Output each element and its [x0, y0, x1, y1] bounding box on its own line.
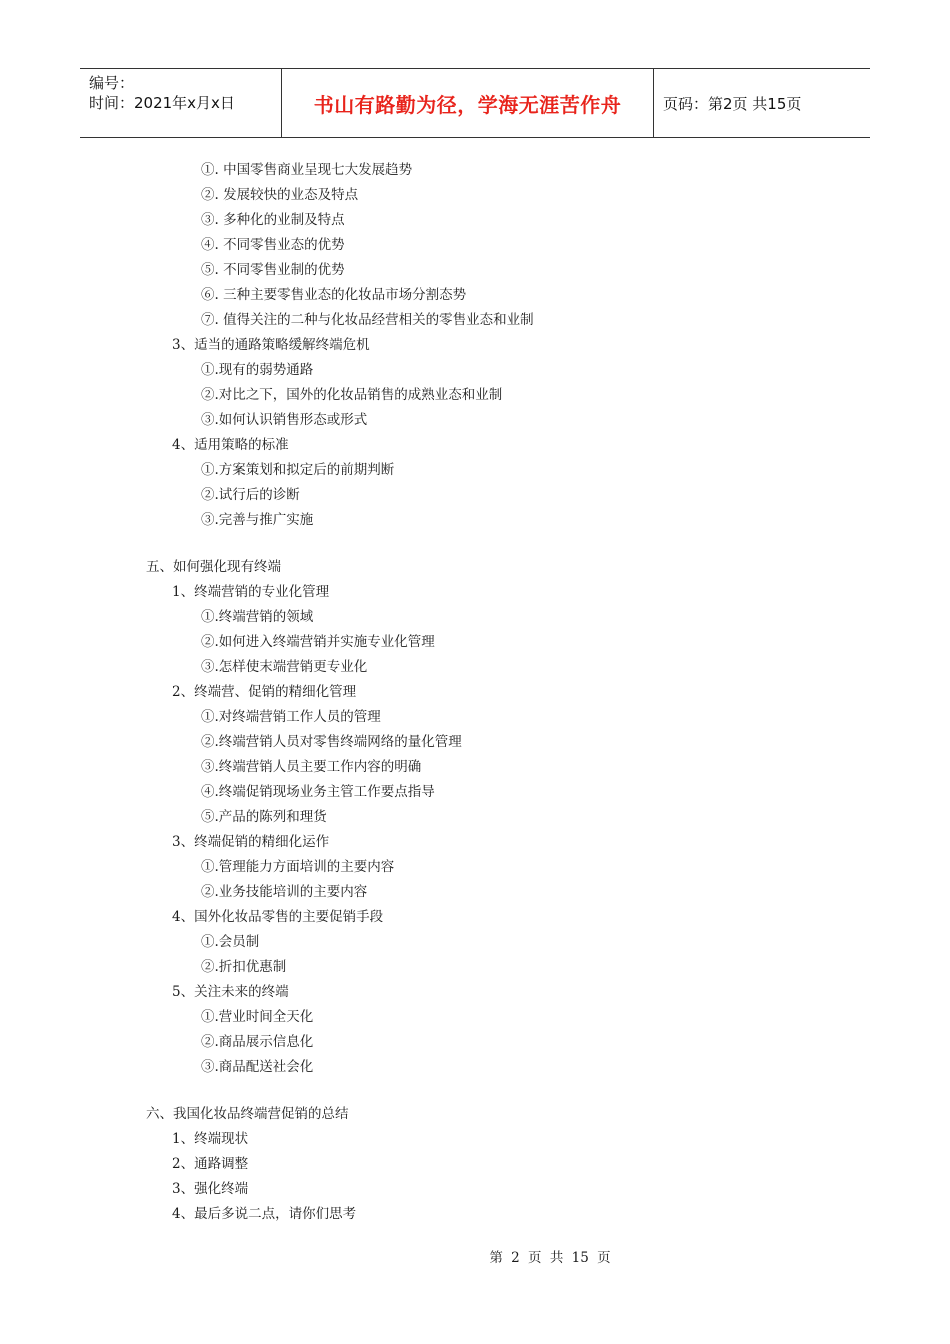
outline-point-item: ②.对比之下，国外的化妆品销售的成熟业态和业制 — [201, 387, 503, 403]
outline-section-heading: 六、我国化妆品终端营促销的总结 — [146, 1106, 349, 1122]
outline-point-item: ③.商品配送社会化 — [201, 1059, 314, 1075]
outline-point-item: ⑤.产品的陈列和理货 — [201, 809, 327, 825]
outline-point-item: ①.营业时间全天化 — [201, 1009, 314, 1025]
outline-point-item: ②.试行后的诊断 — [201, 487, 300, 503]
header-motto: 书山有路勤为径，学海无涯苦作舟 — [313, 92, 622, 117]
outline-list — [0, 158, 950, 1227]
outline-subsection-item: 3、终端促销的精细化运作 — [172, 834, 330, 850]
footer-page-number: 第 2 页 共 15 页 — [489, 1250, 611, 1266]
outline-point-item: ①. 中国零售商业呈现七大发展趋势 — [201, 162, 413, 178]
page-header — [80, 68, 870, 138]
outline-point-item: ①.管理能力方面培训的主要内容 — [201, 859, 395, 875]
outline-point-item: ②.折扣优惠制 — [201, 959, 287, 975]
outline-point-item: ①.会员制 — [201, 934, 260, 950]
outline-subsection-item: 2、终端营、促销的精细化管理 — [172, 684, 357, 700]
outline-point-item: ①.方案策划和拟定后的前期判断 — [201, 462, 395, 478]
section-gap — [0, 1080, 950, 1102]
outline-point-item: ②.如何进入终端营销并实施专业化管理 — [201, 634, 435, 650]
outline-point-item: ⑤. 不同零售业制的优势 — [201, 262, 345, 278]
outline-point-item: ①.现有的弱势通路 — [201, 362, 314, 378]
header-motto-cell — [282, 69, 654, 137]
outline-point-item: ②.终端营销人员对零售终端网络的量化管理 — [201, 734, 462, 750]
outline-subsection-item: 4、国外化妆品零售的主要促销手段 — [172, 909, 384, 925]
outline-point-item: ③.如何认识销售形态或形式 — [201, 412, 368, 428]
outline-subsection-item: 4、适用策略的标准 — [172, 437, 289, 453]
outline-subsection-item: 4、最后多说二点，请你们思考 — [172, 1206, 357, 1222]
outline-point-item: ②.业务技能培训的主要内容 — [201, 884, 368, 900]
outline-subsection-item: 5、关注未来的终端 — [172, 984, 289, 1000]
outline-point-item: ③.怎样使末端营销更专业化 — [201, 659, 368, 675]
header-meta-cell — [80, 69, 282, 137]
outline-point-item: ①.对终端营销工作人员的管理 — [201, 709, 381, 725]
outline-point-item: ⑦. 值得关注的二种与化妆品经营相关的零售业态和业制 — [201, 312, 534, 328]
header-page-info: 页码：第2页 共15页 — [663, 94, 802, 113]
document-number-label: 编号： — [89, 74, 135, 92]
document-time-label: 时间：2021年x月x日 — [89, 94, 235, 112]
outline-subsection-item: 2、通路调整 — [172, 1156, 249, 1172]
outline-subsection-item: 1、终端营销的专业化管理 — [172, 584, 330, 600]
section-gap — [0, 533, 950, 555]
outline-point-item: ③.完善与推广实施 — [201, 512, 314, 528]
outline-subsection-item: 3、强化终端 — [172, 1181, 249, 1197]
outline-point-item: ④.终端促销现场业务主管工作要点指导 — [201, 784, 435, 800]
outline-point-item: ③. 多种化的业制及特点 — [201, 212, 345, 228]
outline-point-item: ⑥. 三种主要零售业态的化妆品市场分割态势 — [201, 287, 467, 303]
outline-subsection-item: 1、终端现状 — [172, 1131, 249, 1147]
page-footer — [0, 1246, 950, 1266]
outline-point-item: ①.终端营销的领域 — [201, 609, 314, 625]
outline-subsection-item: 3、适当的通路策略缓解终端危机 — [172, 337, 370, 353]
outline-point-item: ②.商品展示信息化 — [201, 1034, 314, 1050]
outline-point-item: ③.终端营销人员主要工作内容的明确 — [201, 759, 422, 775]
outline-point-item: ②. 发展较快的业态及特点 — [201, 187, 359, 203]
outline-point-item: ④. 不同零售业态的优势 — [201, 237, 345, 253]
header-page-cell — [654, 69, 870, 137]
outline-section-heading: 五、如何强化现有终端 — [146, 559, 281, 575]
